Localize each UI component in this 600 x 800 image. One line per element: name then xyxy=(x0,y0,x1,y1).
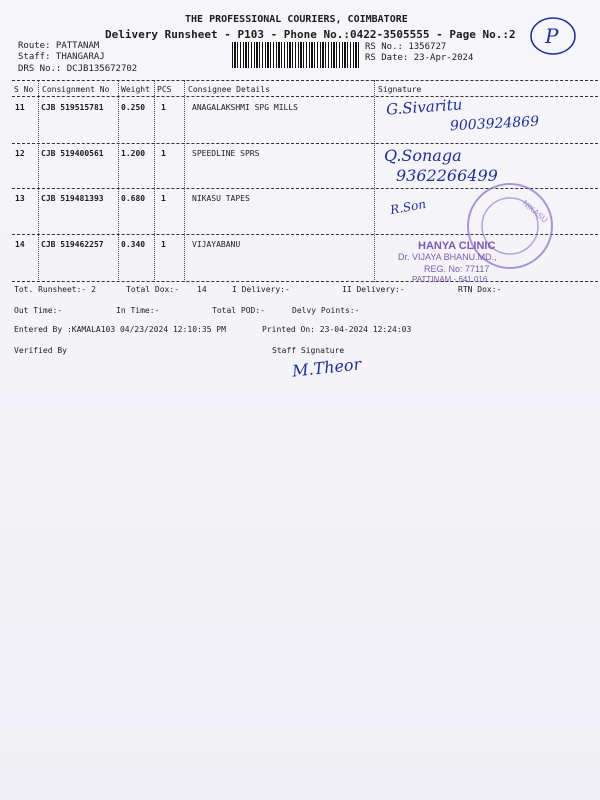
out-time: Out Time:- xyxy=(14,306,63,315)
header-bottom-rule xyxy=(12,96,598,97)
staff-label: Staff: THANGARAJ xyxy=(18,52,105,62)
entered-by: Entered By :KAMALA103 04/23/2024 12:10:35 PM xyxy=(14,325,226,334)
row-consignee: ANAGALAKSHMI SPG MILLS xyxy=(192,103,298,112)
stamp-clinic-name: HANYA CLINIC xyxy=(418,240,496,252)
row-sno: 12 xyxy=(15,149,25,158)
i-delivery: I Delivery:- xyxy=(232,285,290,294)
row-weight: 1.200 xyxy=(121,149,146,158)
col-pcs: PCS xyxy=(157,85,172,94)
barcode xyxy=(232,42,360,68)
page-mark-letter: P xyxy=(545,24,559,48)
row-sno: 13 xyxy=(15,194,25,203)
col-consignment: Consignment No xyxy=(42,85,110,94)
row-pcs: 1 xyxy=(161,240,166,249)
table-bottom-rule xyxy=(12,281,598,282)
round-stamp-text: NIKASU xyxy=(520,198,550,225)
signature-row-11: G.Sivaritu xyxy=(385,95,463,119)
row-consignee: NIKASU TAPES xyxy=(192,194,250,203)
ii-delivery: II Delivery:- xyxy=(342,285,405,294)
row-weight: 0.340 xyxy=(121,240,146,249)
row-weight: 0.680 xyxy=(121,194,146,203)
staff-signature-label: Staff Signature xyxy=(272,346,345,355)
row-consignment: CJB 519481393 xyxy=(41,194,104,203)
col-consignee: Consignee Details xyxy=(188,85,270,94)
stamp-reg-no: REG. No: 77117 xyxy=(424,264,490,274)
signature-row-13: R.Son xyxy=(389,196,427,218)
row-weight: 0.250 xyxy=(121,103,146,112)
row-consignment: CJB 519515781 xyxy=(41,103,104,112)
row-consignment: CJB 519400561 xyxy=(41,149,104,158)
circled-page-mark xyxy=(528,14,578,58)
row-consignee: VIJAYABANU xyxy=(192,240,241,249)
staff-signature: M.Theor xyxy=(291,354,363,381)
row-pcs: 1 xyxy=(161,194,166,203)
drs-number: DRS No.: DCJB135672702 xyxy=(18,64,138,74)
runsheet-subtitle: Delivery Runsheet - P103 - Phone No.:0422-3505555 - Page No.:2 xyxy=(105,28,516,41)
col-separator xyxy=(118,80,119,282)
total-pod: Total POD:- xyxy=(212,306,265,315)
row-consignee: SPEEDLINE SPRS xyxy=(192,149,260,158)
signature-phone-row-12: 9362266499 xyxy=(396,166,498,185)
col-separator xyxy=(184,80,185,282)
col-separator xyxy=(374,80,375,282)
in-time: In Time:- xyxy=(116,306,160,315)
tot-runsheet: Tot. Runsheet:- 2 xyxy=(14,285,96,294)
col-separator xyxy=(38,80,39,282)
stamp-doctor-name: Dr. VIJAYA BHANU.MD., xyxy=(398,252,497,262)
rs-date: RS Date: 23-Apr-2024 xyxy=(365,53,474,63)
row-pcs: 1 xyxy=(161,149,166,158)
stamp-address: PATTINAM - 641 016 xyxy=(412,275,488,284)
company-title: THE PROFESSIONAL COURIERS, COIMBATORE xyxy=(185,14,408,25)
verified-by: Verified By xyxy=(14,346,67,355)
signature-row-12: Q.Sonaga xyxy=(384,146,462,165)
rs-number: RS No.: 1356727 xyxy=(365,42,447,52)
rtn-dox: RTN Dox:- xyxy=(458,285,502,294)
col-sno: S No xyxy=(14,85,34,94)
row-sno: 14 xyxy=(15,240,25,249)
row-consignment: CJB 519462257 xyxy=(41,240,104,249)
total-dox-label: Total Dox:- xyxy=(126,285,179,294)
route-label: Route: PATTANAM xyxy=(18,41,100,51)
col-weight: Weight xyxy=(121,85,150,94)
delvy-points: Delvy Points:- xyxy=(292,306,360,315)
row-separator xyxy=(12,143,598,144)
col-separator xyxy=(154,80,155,282)
signature-phone-row-11: 9003924869 xyxy=(449,113,540,135)
row-pcs: 1 xyxy=(161,103,166,112)
printed-on: Printed On: 23-04-2024 12:24:03 xyxy=(262,325,412,334)
row-sno: 11 xyxy=(15,103,25,112)
col-signature: Signature xyxy=(378,85,422,94)
table-top-rule xyxy=(12,80,598,81)
total-dox-value: 14 xyxy=(197,285,207,294)
